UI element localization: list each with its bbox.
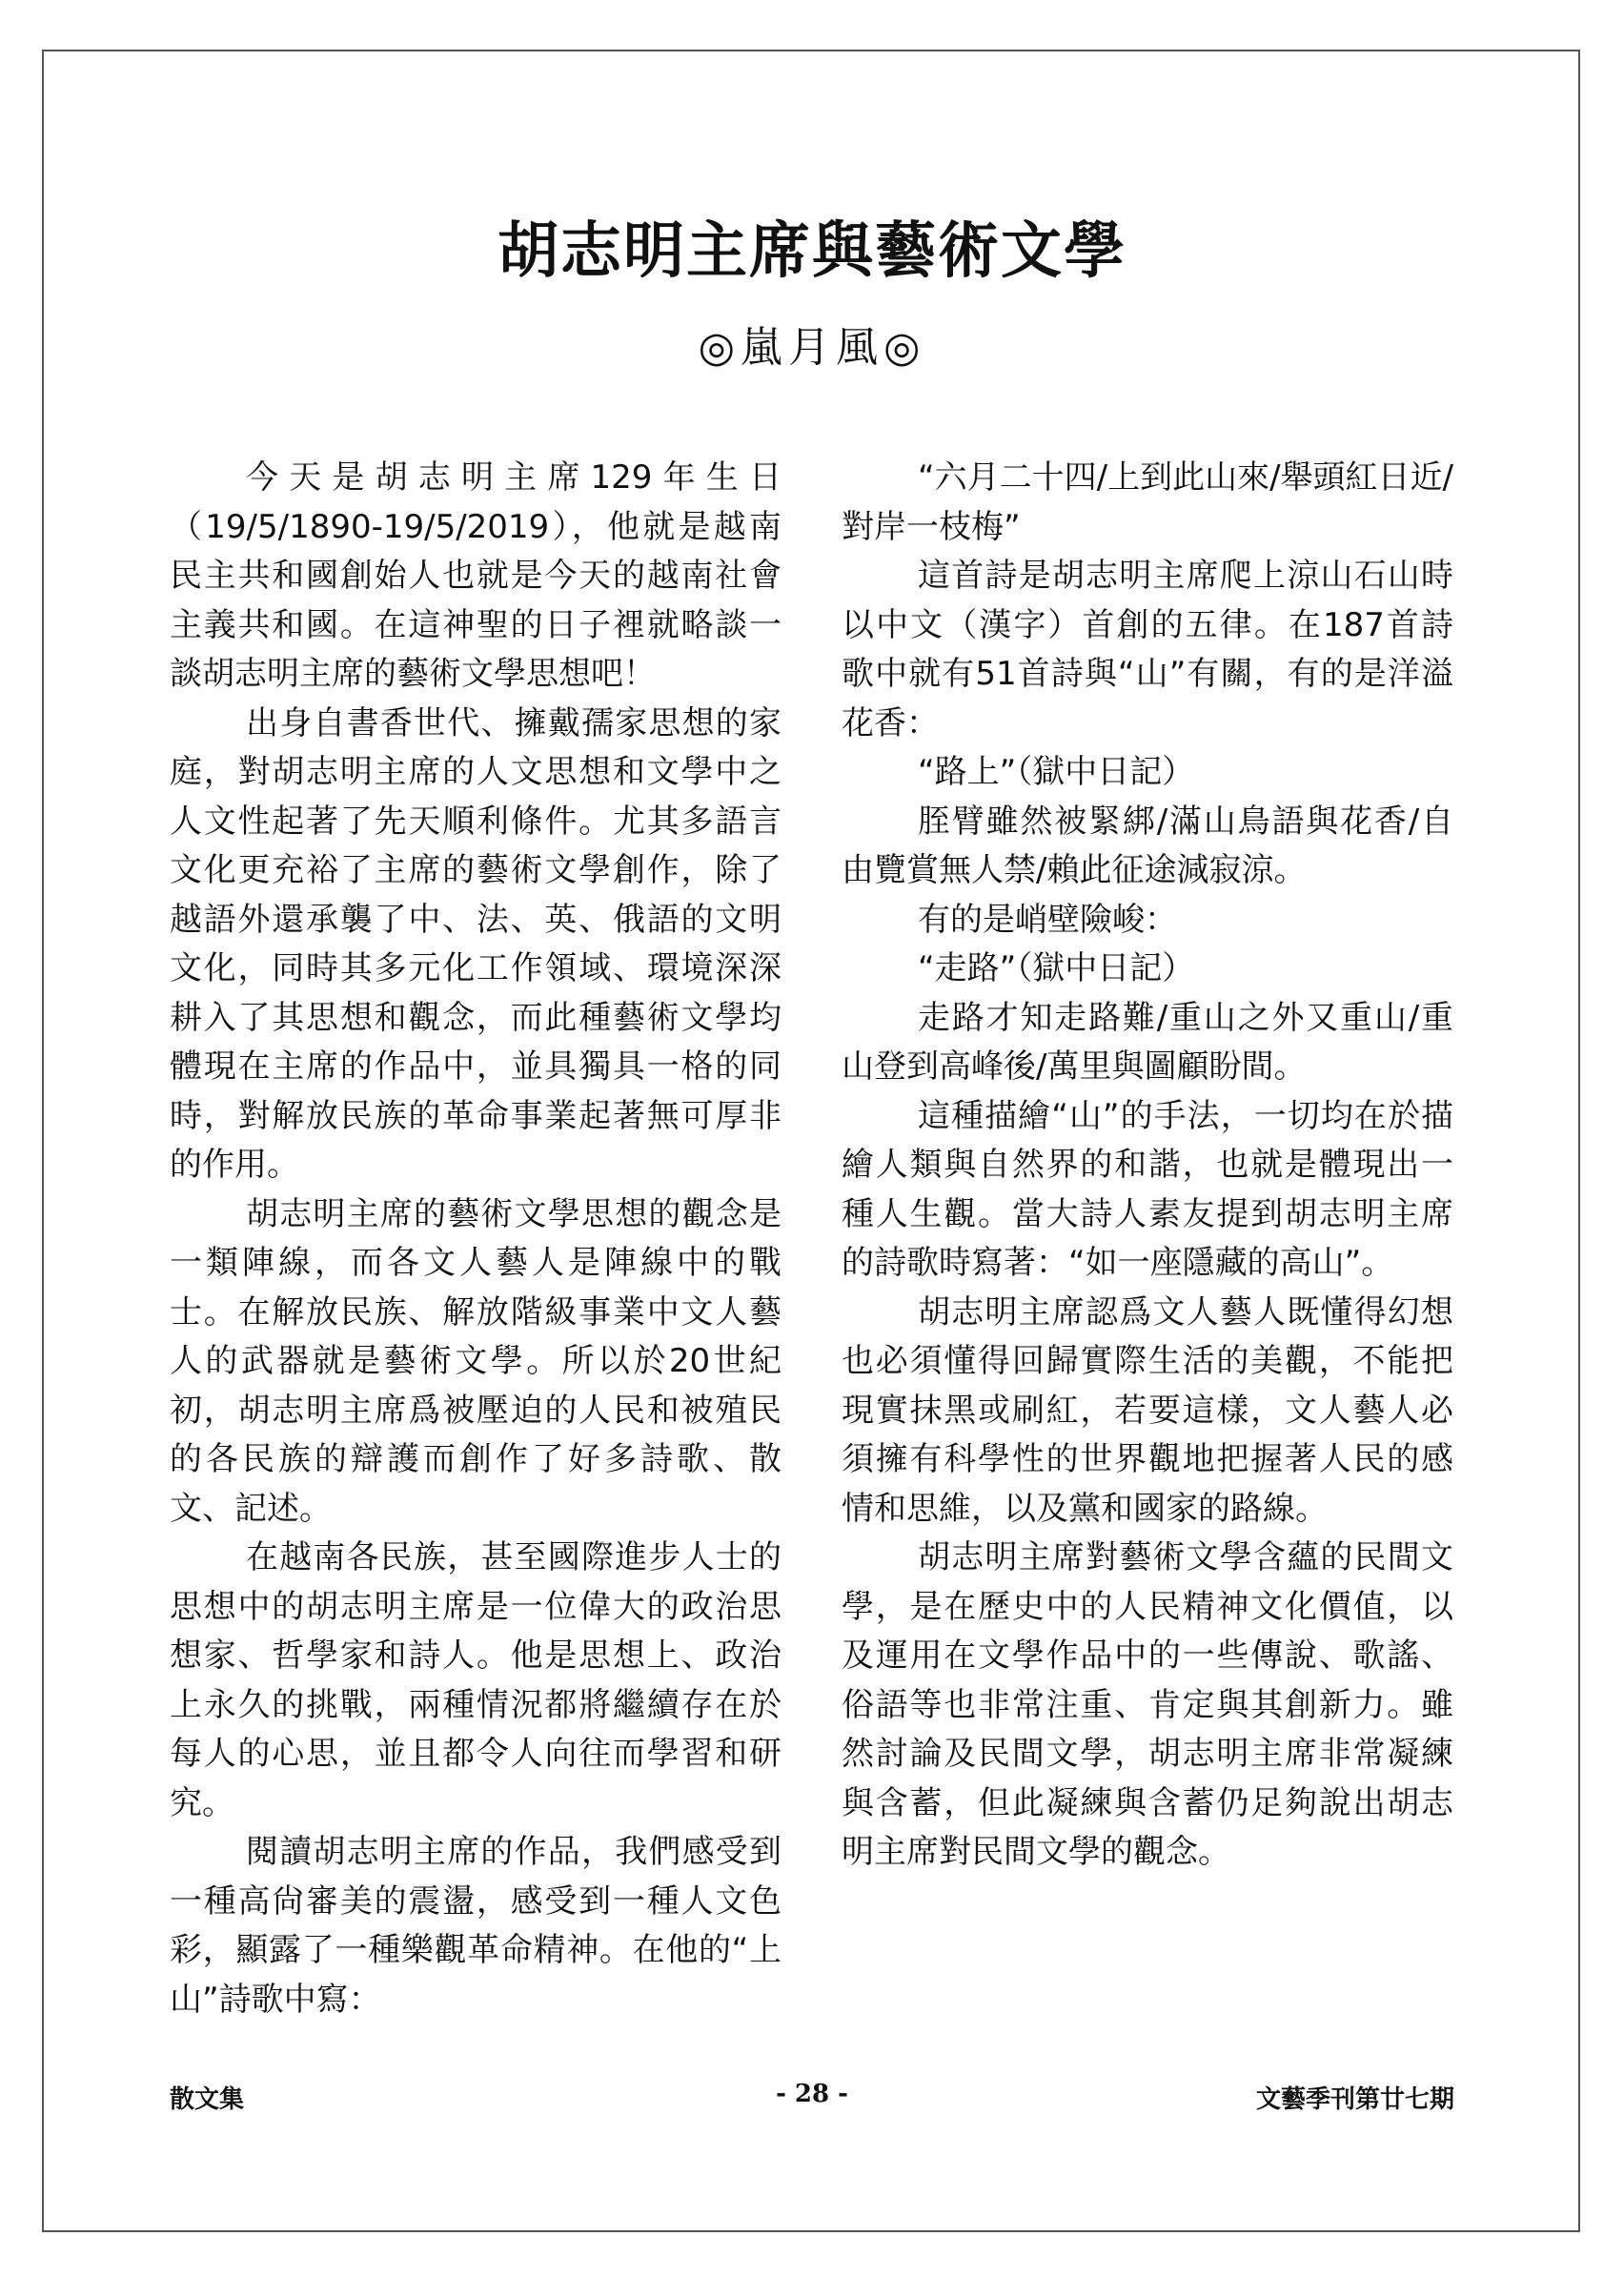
poem-text: 胵臂雖然被緊綁/滿山鳥語與花香/自由覽賞無人禁/賴此征途減寂涼。 (842, 802, 1453, 889)
page-number: - 28 - (776, 2080, 848, 2108)
paragraph: 胡志明主席認爲文人藝人既懂得幻想也必須懂得回歸實際生活的美觀，不能把現實抹黑或刷紅，若要這樣，文人藝人必須擁有科學性的世界觀地把握著人民的感情和思維，以及黨和國家的路線。 (842, 1292, 1453, 1528)
paragraph: 這種描繪“山”的手法，一切均在於描繪人類與自然界的和諧，也就是體現出一種人生觀。當大詩人素友提到胡志明主席的詩歌時寫著：“如一座隱藏的高山”。 (842, 1096, 1453, 1282)
left-column (170, 454, 782, 2024)
paragraph: 閱讀胡志明主席的作品，我們感受到一種高尙審美的震盪，感受到一種人文色彩，顯露了一種樂觀革命精神。在他的“上山”詩歌中寫： (170, 1833, 782, 2019)
right-column (842, 454, 1453, 1878)
poem-text: 走路才知走路難/重山之外又重山/重山登到高峰後/萬里與圖顧盼間。 (842, 998, 1453, 1086)
poem-title: “走路”（獄中日記） (918, 949, 1195, 987)
article-title: 胡志明主席與藝術文學 (497, 215, 1127, 287)
paragraph: 今天是胡志明主席129年生日（19/5/1890-19/5/2019），他就是越南民主共和國創始人也就是今天的越南社會主義共和國。在這神聖的日子裡就略談一談胡志明主席的藝術文學思想吧！ (170, 458, 782, 693)
paragraph: 這首詩是胡志明主席爬上涼山石山時以中文（漢字）首創的五律。在187首詩歌中就有51首詩與“山”有關，有的是洋溢花香： (842, 557, 1453, 742)
paragraph: 出身自書香世代、擁戴孺家思想的家庭，對胡志明主席的人文思想和文學中之人文性起著了先天順利條件。尤其多語言文化更充裕了主席的藝術文學創作，除了越語外還承襲了中、法、英、俄語的文明文化，同時其多元化工作領域、環境深深耕入了其思想和觀念，而此種藝術文學均體現在主席的作品中，並具獨具一格的同時，對解放民族的革命事業起著無可厚非的作用。 (170, 703, 782, 1184)
author-byline: ◎嵐月風◎ (698, 323, 926, 372)
paragraph: 胡志明主席對藝術文學含蘊的民間文學，是在歷史中的人民精神文化價值，以及運用在文學作品中的一些傳說、歌謠、俗語等也非常注重、肯定與其創新力。雖然討論及民間文學，胡志明主席非常凝練與含蓄，但此凝練與含蓄仍足夠說出胡志明主席對民間文學的觀念。 (842, 1538, 1453, 1871)
paragraph: 胡志明主席的藝術文學思想的觀念是一類陣線，而各文人藝人是陣線中的戰士。在解放民族、解放階級事業中文人藝人的武器就是藝術文學。所以於20世紀初，胡志明主席爲被壓迫的人民和被殖民的各民族的辯護而創作了好多詩歌、散文、記述。 (170, 1194, 782, 1528)
footer-publication: 文藝季刊第廿七期 (1255, 2085, 1454, 2114)
paragraph: 有的是峭壁險峻： (918, 900, 1177, 939)
footer-section-name: 散文集 (170, 2085, 245, 2114)
poem-quote: “六月二十四/上到此山來/舉頭紅日近/對岸一枝梅” (842, 458, 1453, 546)
paragraph: 在越南各民族，甚至國際進步人士的思想中的胡志明主席是一位偉大的政治思想家、哲學家和詩人。他是思想上、政治上永久的挑戰，兩種情況都將繼續存在於每人的心思，並且都令人向往而學習和研究。 (170, 1538, 782, 1822)
poem-title: “路上”（獄中日記） (918, 753, 1195, 791)
